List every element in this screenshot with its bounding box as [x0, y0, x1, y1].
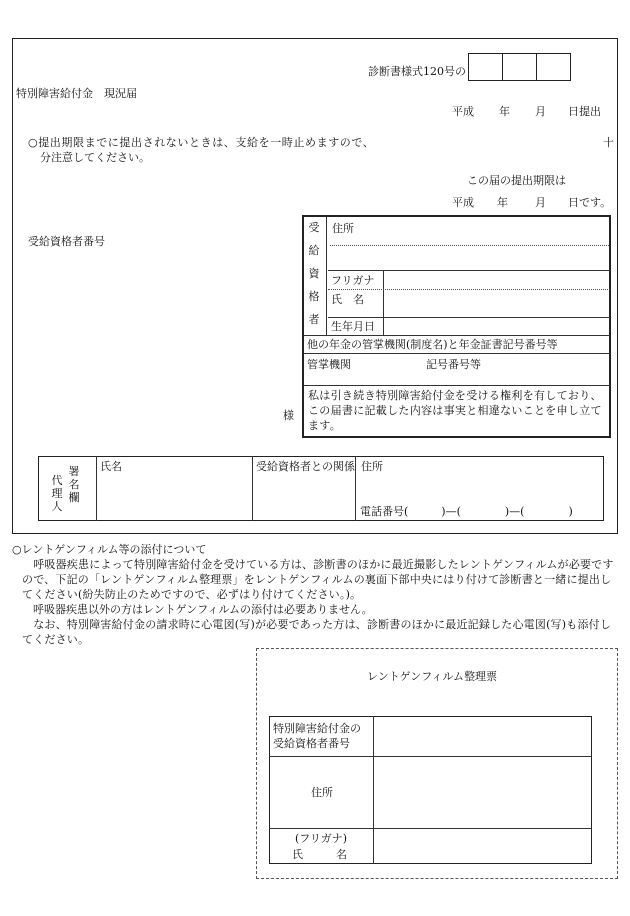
submit-day: 日提出: [568, 105, 601, 118]
recipient-vertical-label: 受 給 資 格 者: [308, 221, 320, 326]
agent-vertical-label-col2: 署 名 欄: [68, 465, 80, 504]
deadline-month: 月: [535, 196, 546, 209]
form-number-label: 診断書様式120号の: [368, 65, 466, 78]
address-bottom-line: [328, 270, 610, 271]
agent-label-divider: [96, 456, 97, 521]
xray-paragraph-3: なお、特別障害給付金の請求時に心電図(写)が必要であった方は、診断書のほかに最近記録した心電図(写)も添付してください。: [22, 618, 612, 646]
agent-vertical-label-col1: 代 理 人: [51, 474, 63, 513]
notice-line-2: 分注意してください。: [40, 151, 150, 164]
film-card-col-divider: [373, 716, 374, 864]
film-card-row3-label-l1: (フリガナ): [295, 832, 348, 845]
form-number-box-2[interactable]: [502, 53, 537, 81]
plus-mark: 十: [603, 136, 614, 149]
submit-era: 平成: [452, 105, 474, 118]
agent-relation-divider: [355, 456, 356, 521]
agent-name-divider: [252, 456, 253, 521]
deadline-year: 年: [497, 196, 508, 209]
other-pension-bottom-line: [304, 353, 610, 354]
furigana-divider: [383, 270, 384, 335]
form-number-box-1[interactable]: [468, 53, 503, 81]
sama-label: 様: [283, 409, 294, 422]
agent-name-label: 氏名: [100, 460, 122, 473]
film-card-row1-bottom: [269, 756, 592, 757]
birth-label: 生年月日: [331, 320, 375, 333]
recipient-address-label: 住所: [332, 222, 354, 235]
form-number-box-3[interactable]: [536, 53, 571, 81]
deadline-label: この届の提出期限は: [467, 174, 566, 187]
film-card-row2-bottom: [269, 828, 592, 829]
xray-paragraph-1: 呼吸器疾患によって特別障害給付金を受けている方は、診断書のほかに最近撮影したレントゲンフィルムが必要ですので、下記の「レントゲンフィルム整理票」をレントゲンフィルムの裏面下部中央にはり付けて診断書と一緒に提出してください(紛失防止のためですので、必ずはり付けてください。)。: [22, 558, 614, 601]
recipient-number-label: 受給資格者番号: [28, 235, 105, 248]
deadline-era: 平成: [452, 196, 474, 209]
film-card-row1-label-l1: 特別障害給付金の: [273, 722, 361, 735]
submit-month: 月: [535, 105, 546, 118]
agent-phone-label: 電話番号( )—( )—( ): [360, 505, 573, 518]
xray-heading: ○レントゲンフィルム等の添付について: [12, 543, 207, 556]
furigana-label: フリガナ: [331, 274, 375, 287]
furigana-dotted-line: [328, 289, 610, 290]
form-title: 特別障害給付金 現況届: [16, 87, 137, 100]
agent-address-label: 住所: [361, 460, 383, 473]
film-card-row2-label: 住所: [311, 786, 333, 799]
agent-relation-label: 受給資格者との関係: [256, 460, 355, 473]
submit-year: 年: [499, 105, 510, 118]
agency-bottom-line: [304, 385, 610, 386]
birth-bottom-line: [304, 335, 610, 336]
notice-line-1: ○提出期限までに提出されないときは、支給を一時止めますので、: [28, 136, 375, 149]
film-card-row1-label-l2: 受給資格者番号: [273, 737, 350, 750]
declaration-text: 私は引き続き特別障害給付金を受ける権利を有しており、この届書に記載した内容は事実と相違ないことを申し立てます。: [308, 389, 602, 432]
address-dotted-line: [330, 245, 609, 246]
agency-label: 管掌機関: [307, 358, 351, 371]
xray-paragraph-2: 呼吸器疾患以外の方はレントゲンフィルムの添付は必要ありません。: [22, 603, 373, 616]
film-card-row3-label-l2: 氏 名: [292, 848, 347, 861]
recipient-label-divider: [326, 217, 327, 335]
name-bottom-line: [328, 317, 610, 318]
symbol-label: 記号番号等: [426, 358, 481, 371]
other-pension-label: 他の年金の管掌機関(制度名)と年金証書記号番号等: [307, 338, 558, 351]
name-label: 氏 名: [331, 293, 364, 306]
deadline-day: 日です。: [568, 196, 612, 209]
film-card-title: レントゲンフィルム整理票: [367, 670, 497, 683]
